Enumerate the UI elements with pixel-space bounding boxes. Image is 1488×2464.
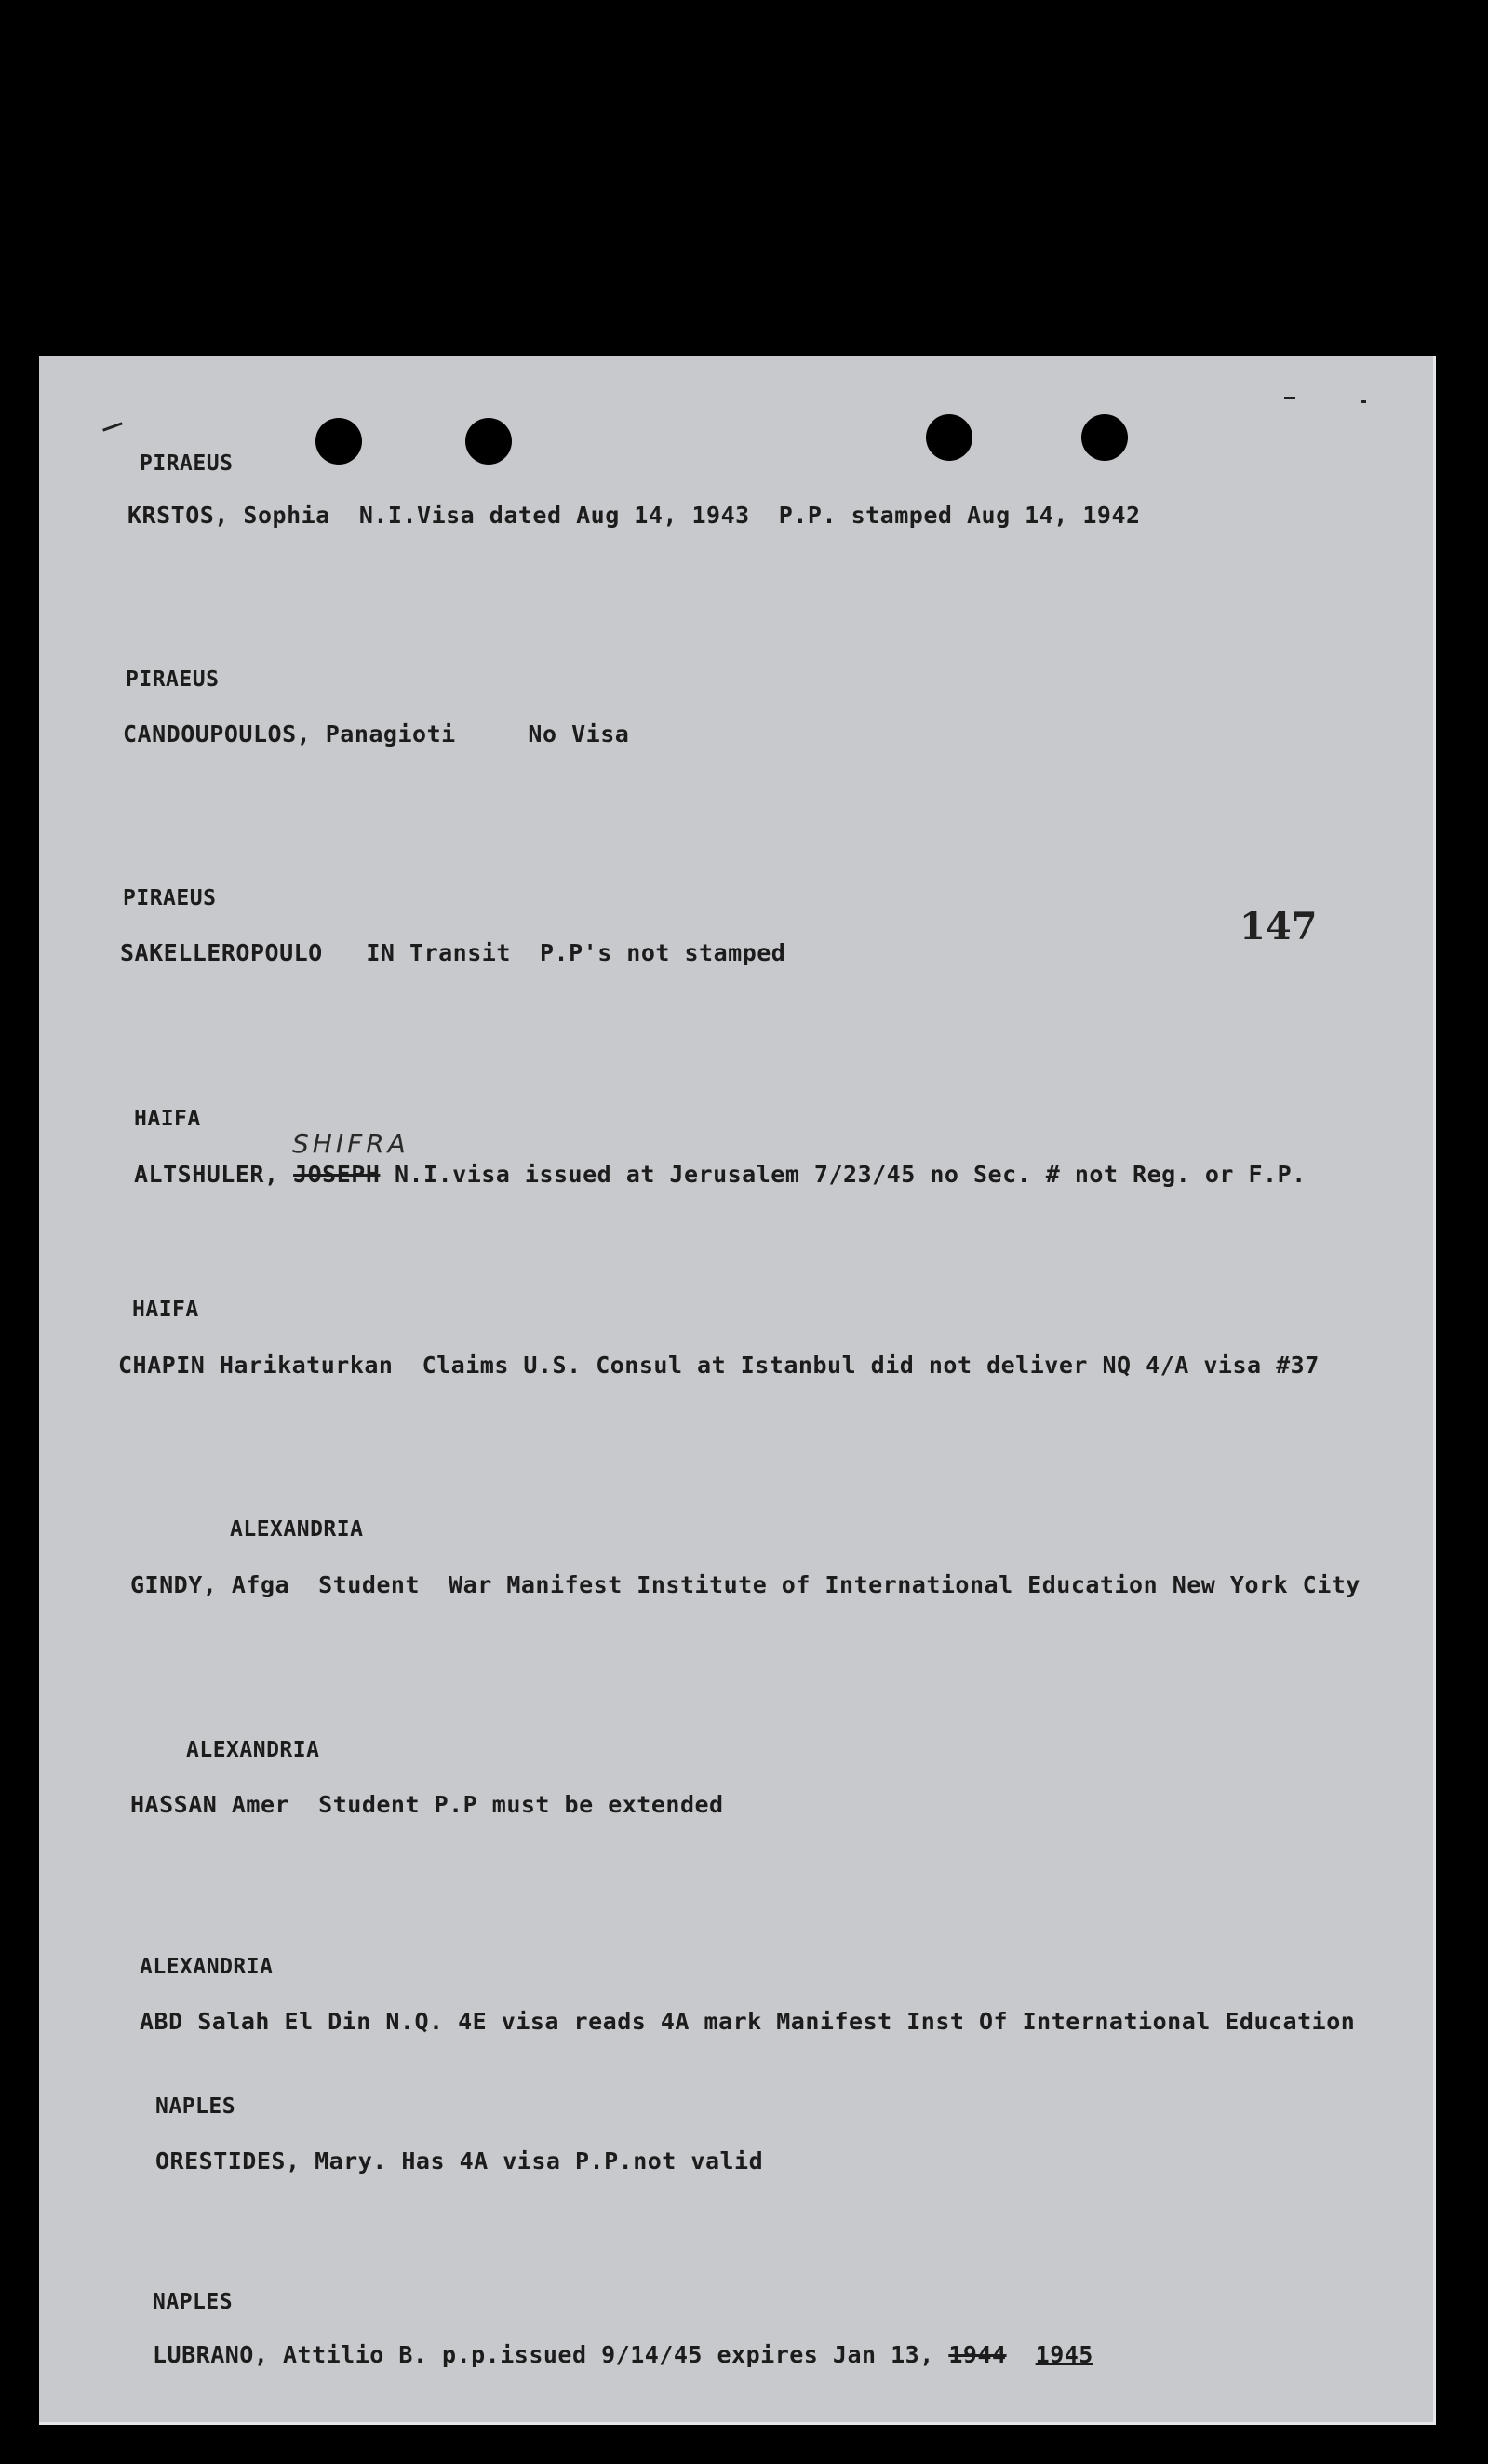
entry-2-text: CANDOUPOULOS, Panagioti No Visa: [123, 720, 630, 747]
entry-5-city: HAIFA: [132, 1298, 199, 1322]
entry-10-text: [153, 2341, 1093, 2368]
entry-10-text-pre: LUBRANO, Attilio B. p.p.issued 9/14/45 expires Jan 13,: [153, 2341, 949, 2368]
entry-3-city: PIRAEUS: [123, 886, 217, 910]
struck-year: 1944: [948, 2341, 1007, 2368]
punch-hole: [315, 418, 362, 465]
struck-name: JOSEPH: [293, 1161, 381, 1188]
punch-hole: [926, 414, 972, 461]
entry-10-text-post: [1007, 2341, 1036, 2368]
entry-4-text-post: N.I.visa issued at Jerusalem 7/23/45 no Sec. # not Reg. or F.P.: [380, 1161, 1307, 1188]
entry-8-city: ALEXANDRIA: [140, 1955, 274, 1979]
entry-2-city: PIRAEUS: [126, 667, 220, 692]
document-page: [39, 356, 1436, 2425]
ink-speck: [1284, 397, 1295, 399]
handwritten-correction: SHIFRA: [292, 1128, 409, 1159]
entry-1-city: PIRAEUS: [140, 451, 234, 476]
page-number: 147: [1240, 905, 1318, 949]
entry-1-text: KRSTOS, Sophia N.I.Visa dated Aug 14, 1943 P.P. stamped Aug 14, 1942: [127, 502, 1141, 529]
entry-7-text: HASSAN Amer Student P.P must be extended: [130, 1791, 724, 1818]
entry-10-city: NAPLES: [153, 2290, 234, 2314]
ink-speck: [1361, 400, 1366, 403]
punch-hole: [465, 418, 512, 465]
entry-3-text: SAKELLEROPOULO IN Transit P.P's not stamped: [120, 939, 786, 966]
entry-6-city: ALEXANDRIA: [230, 1517, 364, 1542]
corrected-year: 1945: [1035, 2341, 1093, 2368]
punch-hole: [1081, 414, 1128, 461]
entry-9-text: ORESTIDES, Mary. Has 4A visa P.P.not valid: [155, 2148, 764, 2175]
entry-7-city: ALEXANDRIA: [186, 1738, 320, 1762]
entry-6-text: GINDY, Afga Student War Manifest Institute of International Education New York City: [130, 1571, 1361, 1598]
ink-speck: [102, 422, 123, 431]
entry-4-city: HAIFA: [134, 1107, 201, 1131]
entry-4-text-pre: ALTSHULER,: [134, 1161, 294, 1188]
entry-9-city: NAPLES: [155, 2094, 236, 2119]
entry-4-text: [134, 1161, 1307, 1188]
entry-8-text: ABD Salah El Din N.Q. 4E visa reads 4A mark Manifest Inst Of International Education: [140, 2008, 1356, 2035]
entry-5-text: CHAPIN Harikaturkan Claims U.S. Consul at Istanbul did not deliver NQ 4/A visa #37: [118, 1352, 1320, 1379]
